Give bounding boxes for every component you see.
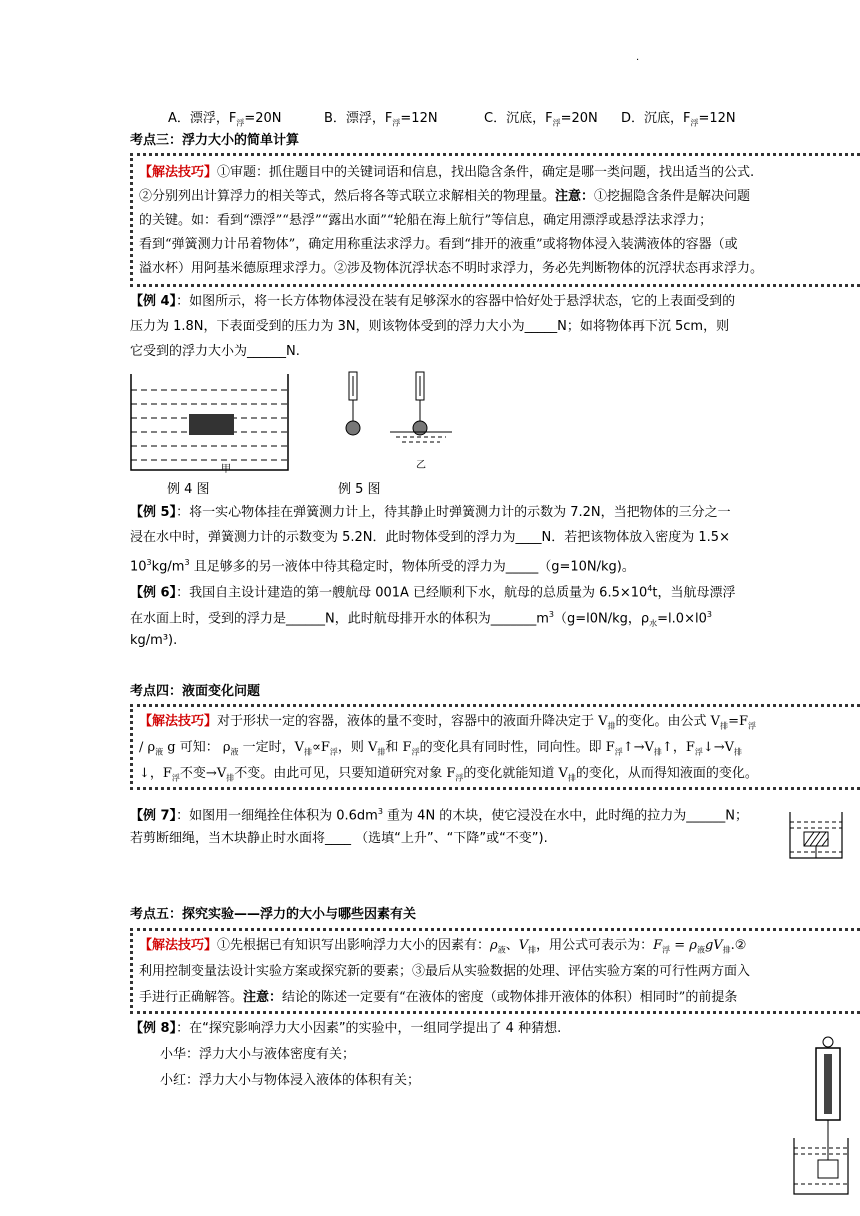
spring-scale-yi bbox=[390, 372, 452, 442]
fig-ex8-apparatus bbox=[790, 1034, 852, 1196]
option-c: C．沉底，$F_浮=20N$ bbox=[484, 111, 598, 128]
option-b: B．漂浮，$F_浮=12N$ bbox=[324, 111, 438, 128]
ex8-line1: 【例 8】：在“探究影响浮力大小因素”的实验中，一组同学提出了 4 种猜想. bbox=[130, 1021, 562, 1036]
ex6-line1: 【例 6】：我国自主设计建造的第一艘航母 001A 已经顺利下水，航母的总质量为 $6.5\times 10^4t$，当航母漂浮 bbox=[130, 584, 736, 601]
ex6-line3: kg/m³). bbox=[130, 633, 178, 648]
ex5-line1: 【例 5】：将一实心物体挂在弹簧测力计上，待其静止时弹簧测力计的示数为 7.2N，当把物体的三分之一 bbox=[130, 505, 731, 520]
ex8-xiaohua: 小华：浮力大小与液体密度有关； bbox=[160, 1047, 356, 1062]
kp3-tip-box: 【解法技巧】①审题：抓住题目中的关键词语和信息，找出隐含条件，确定是哪一类问题，找出适当的公式. ②分别列出计算浮力的相关等式，然后将各等式联立求解相关的物理量。注意：①挖掘隐含条件是解决问题 的关键。如：看到“漂浮”“悬浮”“露出水面”“轮船在海上航行”等信息，确定用漂浮或悬浮法求浮力； 看到“弹簧测力计吊着物体”，确定用称重法求浮力。看到“排开的液重”或将物体浸入装满液体的容器（或 溢水杯）用阿基米德原理求浮力。②涉及物体沉浮状态不明时求浮力，务必先判断物体的沉浮状态再求浮力。 bbox=[130, 153, 860, 287]
fig4-caption: 例 4 图 bbox=[167, 482, 210, 497]
container-fig4 bbox=[131, 374, 288, 470]
ex5-line3: $10^3kg/m^3$ 且足够多的另一液体中待其稳定时，物体所受的浮力为_____（g=10N/kg)。 bbox=[130, 558, 635, 575]
ex8-xiaohong: 小红：浮力大小与物体浸入液体的体积有关； bbox=[160, 1073, 421, 1088]
ex5-line2: 浸在水中时，弹簧测力计的示数变为 5.2N．此时物体受到的浮力为____N．若把该物体放入密度为 1.5× bbox=[130, 530, 730, 545]
tip-label: 【解法技巧】 bbox=[139, 165, 218, 180]
spring-scale-jia bbox=[346, 372, 360, 435]
kp3-heading: 考点三：浮力大小的简单计算 bbox=[130, 133, 300, 148]
fig5-caption: 例 5 图 bbox=[338, 482, 381, 497]
ex7-line2: 若剪断细绳，当木块静止时水面将____ （选填“上升”、“下降”或“不变”). bbox=[130, 831, 548, 846]
ex4-line1: 【例 4】：如图所示，将一长方体物体浸没在装有足够深水的容器中恰好处于悬浮状态，它的上表面受到的 bbox=[130, 294, 736, 309]
ex7-line1: 【例 7】：如图用一细绳拴住体积为 $0.6dm^3$ 重为 4N 的木块，使它浸没在水中，此时绳的拉力为______N； bbox=[130, 807, 749, 824]
ex6-line2: 在水面上时，受到的浮力是______N，此时航母排开水的体积为$\_\_\_\_\_\_\_m^3(g=l0N/kg$，$\rho_水=l.0\times l0^3$ bbox=[130, 610, 712, 628]
fig-ex7-container bbox=[780, 808, 850, 864]
ex4-line3: 它受到的浮力大小为______N. bbox=[130, 344, 300, 359]
ex4-line2: 压力为 1.8N，下表面受到的压力为 3N，则该物体受到的浮力大小为_____N；如将物体再下沉 5cm，则 bbox=[130, 319, 730, 334]
kp4-tip-box: 【解法技巧】对于形状一定的容器，液体的量不变时，容器中的液面升降决定于 $V_排$的变化。由公式 $V_排=F_浮$ / $\rho_液$ g 可知： $\rho_液$ 一定时，$V_排\propto F_浮$，则 $V_排$和 $F_浮$的变化具有同时性，同向性。即 $F_浮↑\to V_排↑$，$F_浮↓\to V_排$ ↓，$F_浮$不变$\to V_排$不变。由此可见，只要知道研究对象 $F_浮$的变化就能知道 $V_排$的变化，从而得知液面的变化。 bbox=[130, 704, 860, 790]
fig-label-jia: 甲 bbox=[221, 464, 231, 475]
fig-label-yi: 乙 bbox=[416, 460, 426, 471]
page-mark: . bbox=[636, 52, 640, 63]
option-d: D．沉底，$F_浮=12N$ bbox=[621, 111, 736, 128]
kp4-heading: 考点四：液面变化问题 bbox=[130, 684, 261, 699]
kp5-tip-box: 【解法技巧】①先根据已有知识写出影响浮力大小的因素有：$\rho_液$、$V_排$，用公式可表示为：$F_浮$ = $\rho_液gV_排.②$ 利用控制变量法设计实验方案或探究新的要素；③最后从实验数据的处理、评估实验方案的可行性两方面入 手进行正确解答。注意：结论的陈述一定要有“在液体的密度（或物体排开液体的体积）相同时”的前提条 bbox=[130, 928, 860, 1014]
option-a: A．漂浮，$F_浮=20N$ bbox=[168, 111, 282, 128]
kp5-heading: 考点五：探究实验——浮力的大小与哪些因素有关 bbox=[130, 907, 417, 922]
